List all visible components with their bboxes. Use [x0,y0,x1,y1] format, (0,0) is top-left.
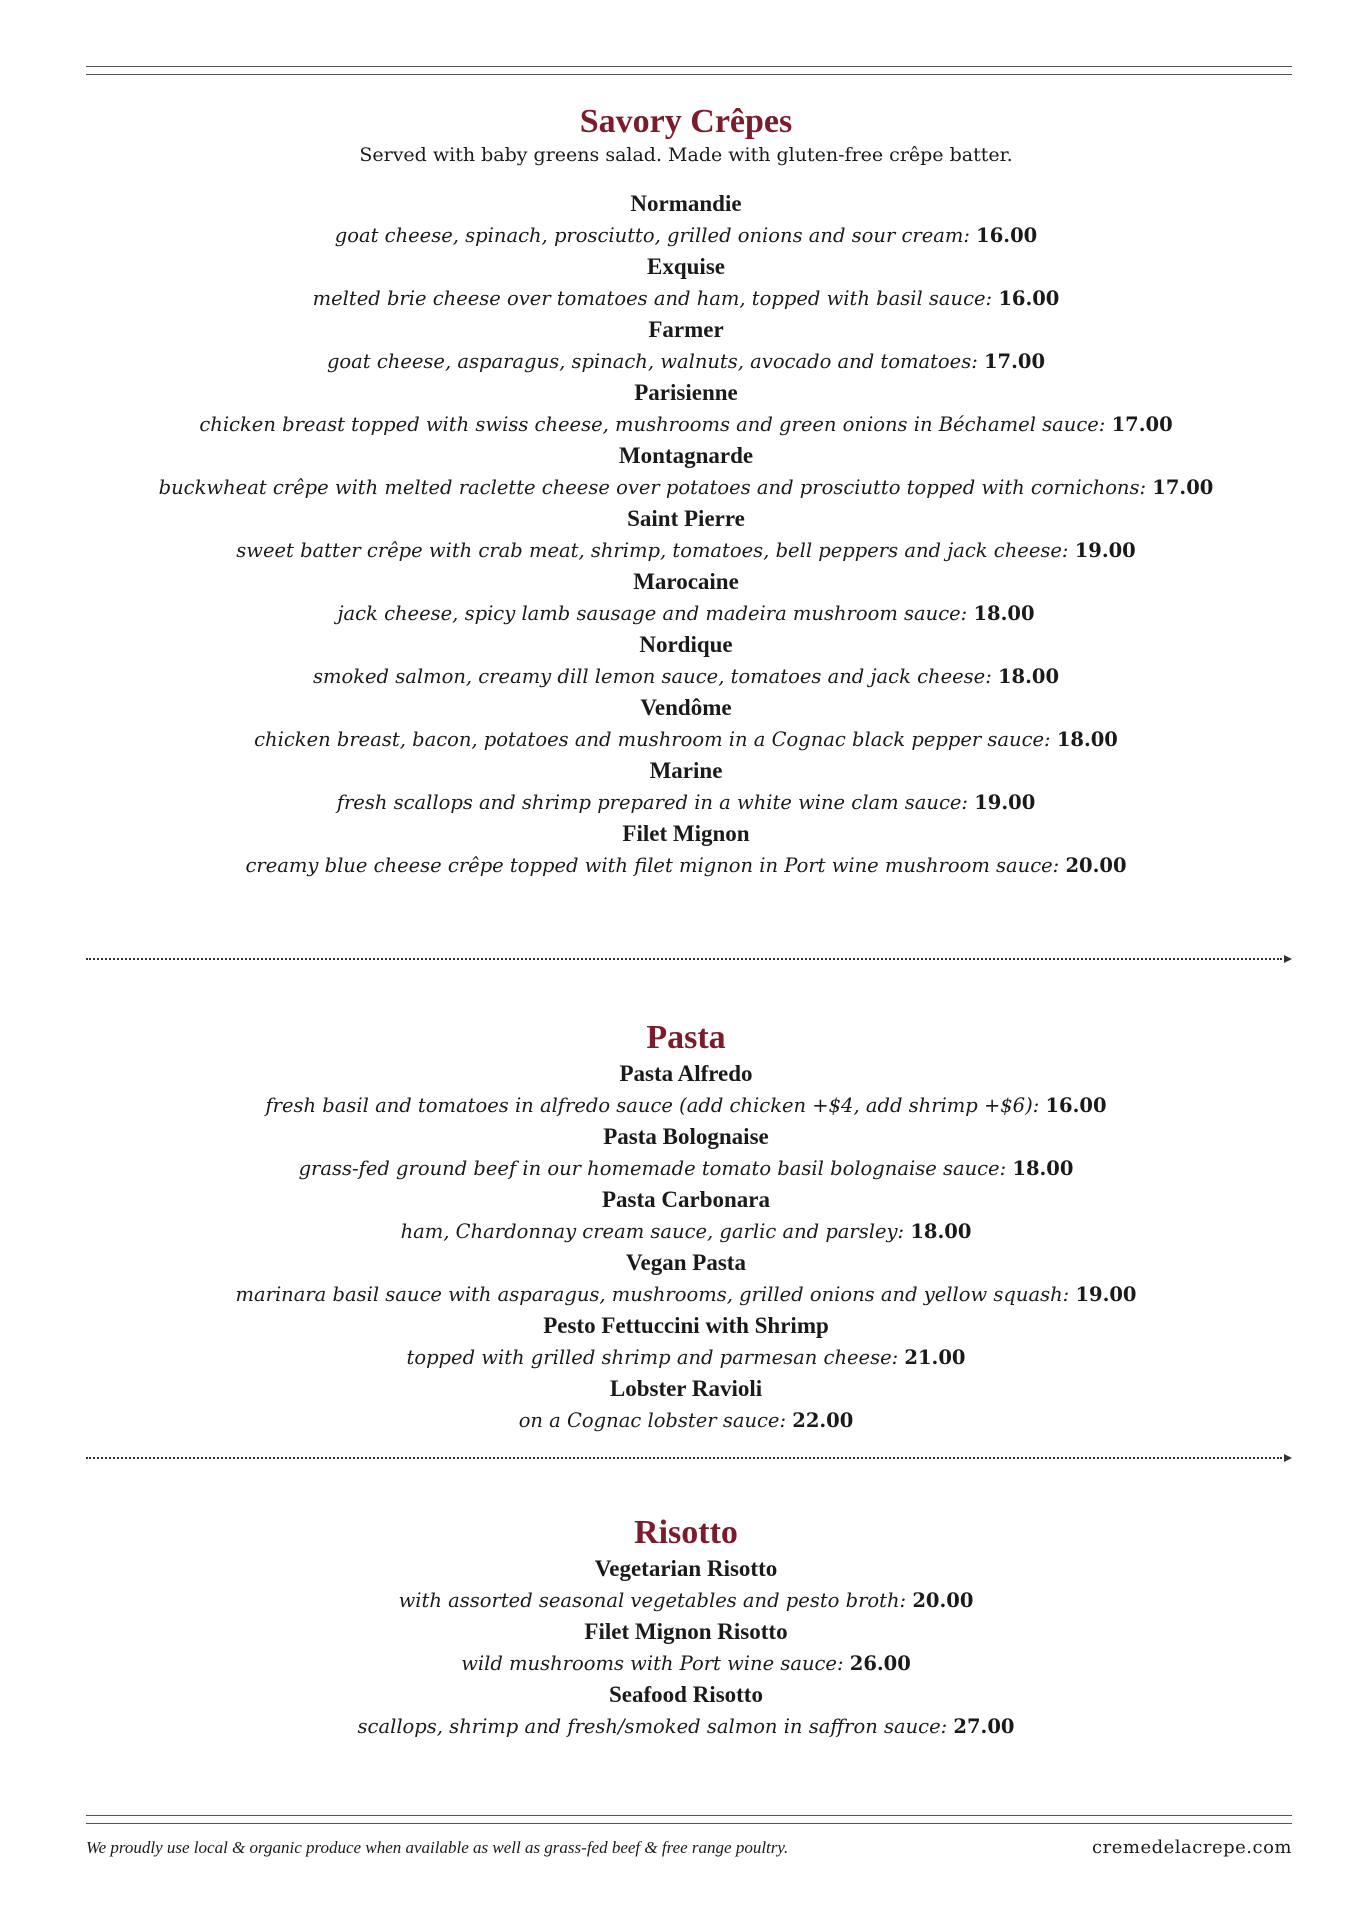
menu-item-description: melted brie cheese over tomatoes and ham, topped with basil sauce: [312,287,993,310]
menu-item-price: 16.00 [1045,1094,1107,1117]
menu-item-name: Farmer [648,317,724,342]
section-pasta [0,1018,1372,1436]
menu-item-description-line [0,1648,1372,1679]
menu-item-list [0,1058,1372,1436]
menu-item-price: 19.00 [974,791,1036,814]
menu-item-description-line [0,1279,1372,1310]
menu-item-price: 18.00 [1012,1157,1074,1180]
section-title: Savory Crêpes [579,103,793,140]
menu-item-price: 18.00 [1056,728,1118,751]
menu-item-price: 27.00 [953,1715,1015,1738]
menu-item-description-line [0,409,1372,440]
menu-item-price: 18.00 [997,665,1060,688]
menu-item-description: marinara basil sauce with asparagus, mushrooms, grilled onions and yellow squash: [235,1283,1070,1306]
menu-item-description: ham, Chardonnay cream sauce, garlic and parsley: [400,1220,905,1243]
section-savory-crepes [0,102,1372,881]
menu-item-description-line [0,1711,1372,1742]
footer-note: We proudly use local & organic produce when available as well as grass-fed beef & free range poultry. [86,1838,789,1857]
menu-item-description-line [0,1405,1372,1436]
menu-item-description: fresh scallops and shrimp prepared in a white wine clam sauce: [336,791,968,814]
menu-item-description: buckwheat crêpe with melted raclette cheese over potatoes and prosciutto topped with cornichons: [158,476,1147,499]
menu-item-description: grass-fed ground beef in our homemade tomato basil bolognaise sauce: [298,1157,1007,1180]
menu-item-description-line [0,1342,1372,1373]
menu-item-price: 21.00 [904,1346,966,1369]
menu-item-description-line [0,1585,1372,1616]
menu-item-name: Vendôme [640,695,732,720]
menu-item-description-line [0,724,1372,755]
menu-item-price: 16.00 [998,287,1060,310]
menu-item-description-line [0,598,1372,629]
menu-item-description: on a Cognac lobster sauce: [518,1409,787,1432]
bottom-double-rule [86,1815,1292,1824]
section-title: Pasta [646,1019,726,1056]
menu-item-name: Marocaine [633,569,739,594]
menu-item-price: 16.00 [976,224,1038,247]
menu-item-name: Exquise [647,254,725,279]
menu-item-description-line [0,535,1372,566]
section-divider [86,958,1282,960]
menu-item-description: topped with grilled shrimp and parmesan cheese: [406,1346,899,1369]
menu-item-description: scallops, shrimp and fresh/smoked salmon in saffron sauce: [357,1715,948,1738]
menu-item-description-line [0,787,1372,818]
menu-item-name: Saint Pierre [627,506,745,531]
menu-item-list [0,1553,1372,1742]
section-risotto [0,1513,1372,1742]
menu-item-name: Seafood Risotto [609,1682,763,1707]
menu-item-description: fresh basil and tomatoes in alfredo sauce (add chicken +$4, add shrimp +$6): [265,1094,1040,1117]
menu-item-price: 26.00 [849,1652,911,1675]
menu-item-name: Filet Mignon [622,821,750,846]
menu-item-description: goat cheese, asparagus, spinach, walnuts, avocado and tomatoes: [326,350,978,373]
menu-item-name: Normandie [630,191,742,216]
menu-item-price: 19.00 [1075,1283,1137,1306]
menu-item-description: chicken breast topped with swiss cheese, mushrooms and green onions in Béchamel sauce: [199,413,1106,436]
menu-item-name: Montagnarde [618,443,754,468]
menu-item-name: Lobster Ravioli [609,1376,763,1401]
top-double-rule [86,66,1292,75]
menu-item-description-line [0,220,1372,251]
menu-item-name: Filet Mignon Risotto [584,1619,788,1644]
menu-item-name: Marine [649,758,723,783]
menu-item-description-line [0,1216,1372,1247]
menu-item-description-line [0,283,1372,314]
menu-item-name: Vegan Pasta [626,1250,746,1275]
menu-item-description: jack cheese, spicy lamb sausage and madeira mushroom sauce: [337,602,968,625]
menu-item-name: Pesto Fettuccini with Shrimp [543,1313,829,1338]
menu-item-name: Pasta Alfredo [619,1061,753,1086]
menu-item-description: sweet batter crêpe with crab meat, shrimp, tomatoes, bell peppers and jack cheese: [236,539,1069,562]
menu-item-description-line [0,1090,1372,1121]
menu-item-description-line [0,1153,1372,1184]
menu-item-description-line [0,346,1372,377]
menu-item-description-line [0,850,1372,881]
menu-item-description-line [0,472,1372,503]
menu-item-description: wild mushrooms with Port wine sauce: [461,1652,844,1675]
menu-item-description: creamy blue cheese crêpe topped with filet mignon in Port wine mushroom sauce: [245,854,1060,877]
menu-item-name: Pasta Bolognaise [603,1124,769,1149]
menu-item-list [0,188,1372,881]
menu-item-description-line [0,661,1372,692]
menu-item-name: Parisienne [634,380,738,405]
menu-item-price: 18.00 [973,602,1035,625]
menu-item-price: 19.00 [1074,539,1136,562]
menu-item-price: 20.00 [1065,854,1127,877]
menu-item-description: chicken breast, bacon, potatoes and mushroom in a Cognac black pepper sauce: [254,728,1051,751]
menu-item-name: Pasta Carbonara [601,1187,771,1212]
menu-item-price: 22.00 [792,1409,854,1432]
footer-website: cremedelacrepe.com [1092,1837,1292,1858]
menu-item-description: with assorted seasonal vegetables and pesto broth: [398,1589,907,1612]
menu-item-price: 17.00 [983,350,1046,373]
menu-item-price: 17.00 [1152,476,1214,499]
menu-item-name: Nordique [639,632,733,657]
menu-item-price: 20.00 [912,1589,974,1612]
section-divider [86,1457,1282,1459]
menu-item-name: Vegetarian Risotto [594,1556,778,1581]
section-subtitle: Served with baby greens salad. Made with gluten-free crêpe batter. [359,144,1013,166]
menu-item-description: smoked salmon, creamy dill lemon sauce, tomatoes and jack cheese: [312,665,992,688]
menu-item-description: goat cheese, spinach, prosciutto, grilled onions and sour cream: [334,224,970,247]
menu-item-price: 18.00 [910,1220,972,1243]
section-title: Risotto [634,1514,738,1551]
menu-item-price: 17.00 [1111,413,1173,436]
